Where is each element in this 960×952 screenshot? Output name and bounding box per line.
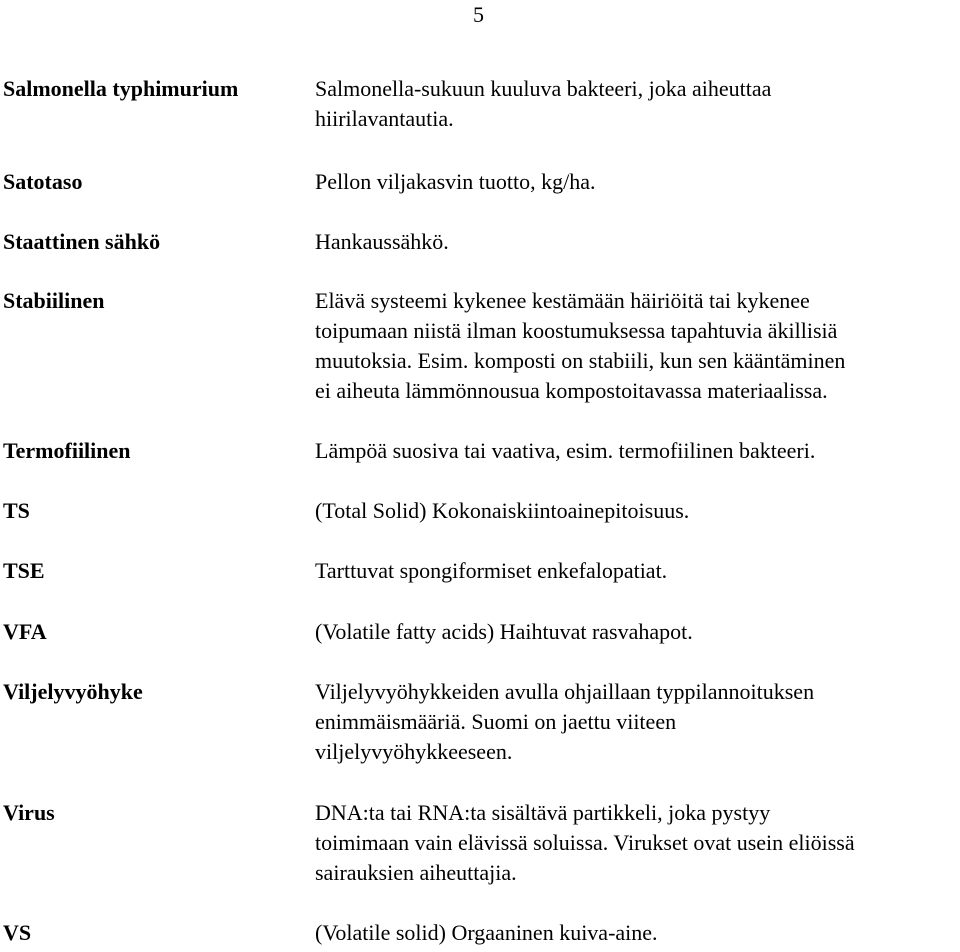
glossary-definition xyxy=(315,496,960,526)
definition-line: hiirilavantautia. xyxy=(315,106,454,131)
definition-line: ei aiheuta lämmönnousua kompostoitavassa materiaalissa. xyxy=(315,378,828,403)
definition-line: enimmäismääriä. Suomi on jaettu viiteen xyxy=(315,709,677,734)
definition-line: Pellon viljakasvin tuotto, kg/ha. xyxy=(315,169,596,194)
definition-line: muutoksia. Esim. komposti on stabiili, kun sen kääntäminen xyxy=(315,348,846,373)
definition-line: sairauksien aiheuttajia. xyxy=(315,860,517,885)
glossary-term: TS xyxy=(3,498,30,523)
glossary-term: Salmonella typhimurium xyxy=(3,76,239,101)
glossary-term: Termofiilinen xyxy=(3,438,131,463)
definition-line: Tarttuvat spongiformiset enkefalopatiat. xyxy=(315,558,668,583)
definition-line: DNA:ta tai RNA:ta sisältävä partikkeli, joka pystyy xyxy=(315,800,771,825)
glossary-term: Staattinen sähkö xyxy=(3,229,161,254)
definition-line: viljelyvyöhykkeeseen. xyxy=(315,739,513,764)
glossary-definition xyxy=(315,918,960,948)
glossary-definition xyxy=(315,556,960,586)
glossary-term: Satotaso xyxy=(3,169,83,194)
glossary-term: Stabiilinen xyxy=(3,288,105,313)
glossary-definition xyxy=(315,436,960,466)
definition-line: Lämpöä suosiva tai vaativa, esim. termofiilinen bakteeri. xyxy=(315,438,816,463)
glossary-term: Viljelyvyöhyke xyxy=(3,679,143,704)
definition-line: (Volatile solid) Orgaaninen kuiva-aine. xyxy=(315,920,658,945)
glossary-definition xyxy=(315,227,960,257)
glossary-definition xyxy=(315,286,960,406)
definition-line: (Volatile fatty acids) Haihtuvat rasvahapot. xyxy=(315,619,693,644)
page-number: 5 xyxy=(473,2,484,27)
definition-line: Viljelyvyöhykkeiden avulla ohjaillaan typpilannoituksen xyxy=(315,679,815,704)
definition-line: toimimaan vain elävissä soluissa. Virukset ovat usein eliöissä xyxy=(315,830,855,855)
glossary-term: Virus xyxy=(3,800,55,825)
glossary-definition xyxy=(315,74,960,134)
definition-line: Hankaussähkö. xyxy=(315,229,449,254)
glossary-term: VS xyxy=(3,920,32,945)
glossary-definition xyxy=(315,798,960,888)
glossary-term: TSE xyxy=(3,558,45,583)
definition-line: toipumaan niistä ilman koostumuksessa tapahtuvia äkillisiä xyxy=(315,318,838,343)
definition-line: (Total Solid) Kokonaiskiintoainepitoisuus. xyxy=(315,498,690,523)
glossary-definition xyxy=(315,617,960,647)
definition-line: Elävä systeemi kykenee kestämään häiriöitä tai kykenee xyxy=(315,288,810,313)
definition-line: Salmonella-sukuun kuuluva bakteeri, joka aiheuttaa xyxy=(315,76,772,101)
glossary-definition xyxy=(315,677,960,767)
glossary-term: VFA xyxy=(3,619,47,644)
glossary-definition xyxy=(315,167,960,197)
